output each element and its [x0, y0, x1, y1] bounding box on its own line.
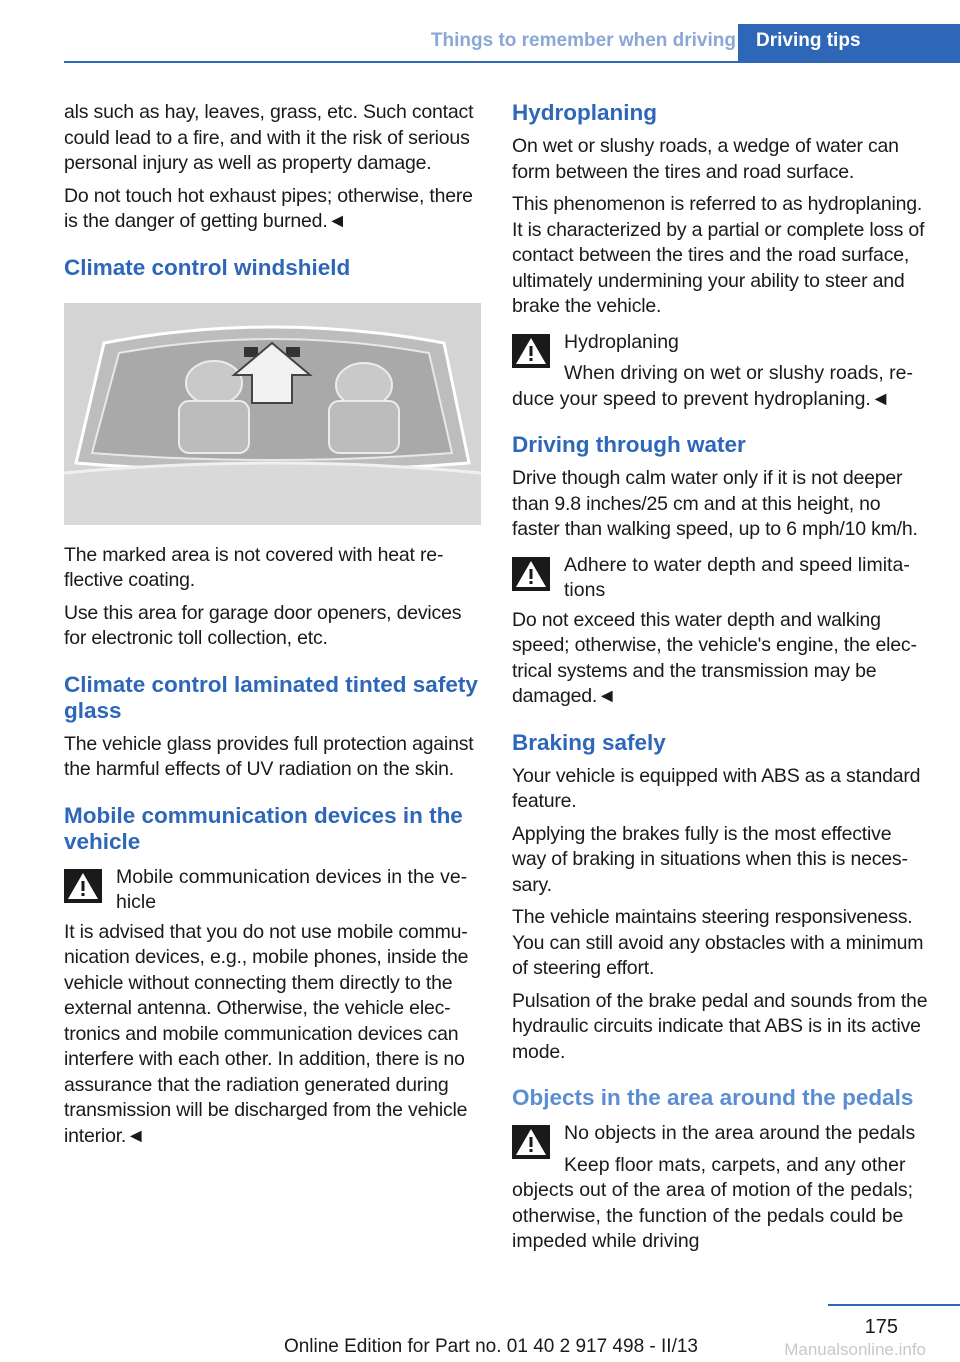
intro-paragraph: als such as hay, leaves, grass, etc. Such contact could lead to a fire, and with it the risk of serious personal injury as well as property damage.: [64, 101, 474, 174]
braking-paragraph-3: The vehicle maintains steering responsiveness. You can still avoid any obstacles with a minimum of steering effort.: [512, 906, 924, 979]
warning-triangle-icon: [512, 1125, 550, 1159]
page-footer: [0, 1304, 960, 1362]
braking-heading: Braking safely: [512, 729, 666, 755]
rear-window-drawing: [64, 303, 481, 525]
water-warning: [512, 553, 930, 604]
braking-paragraph-2: Applying the brakes fully is the most effective way of braking in situations when this is necessary.: [512, 822, 908, 896]
warning-triangle-icon: [512, 334, 550, 368]
page-header: [64, 24, 960, 62]
page-number: 175: [864, 1316, 898, 1338]
warning-title: Adhere to water depth and speed limitations: [564, 553, 910, 601]
water-warning-text: Do not exceed this water depth and walking speed; otherwise, the vehicle's engine, the electrical systems and the transmission may be damaged.◄: [512, 608, 917, 707]
section-tab[interactable]: Driving tips: [738, 24, 960, 62]
windshield-illustration: [64, 303, 481, 525]
warning-title: Mobile communication devices in the vehicle: [116, 865, 468, 913]
warning-title: No objects in the area around the pedals: [564, 1122, 916, 1144]
mobile-devices-heading: Mobile communication devices in the vehicle: [64, 802, 463, 854]
braking-paragraph-1: Your vehicle is equipped with ABS as a standard feature.: [512, 764, 921, 812]
laminated-glass-paragraph: The vehicle glass provides full protection against the harmful effects of UV radiation on the skin.: [64, 732, 474, 780]
warning-text: Keep floor mats, carpets, and any other objects out of the area of motion of the pedals; otherwise, the function of the pedals could be impeded while driving: [512, 1153, 914, 1252]
braking-paragraph-4: Pulsation of the brake pedal and sounds from the hydraulic circuits indicate that ABS is in its active mode.: [512, 989, 928, 1063]
pedals-heading: Objects in the area around the pedals: [512, 1085, 914, 1110]
warning-triangle-icon: [64, 869, 102, 903]
breadcrumb[interactable]: Things to remember when driving: [430, 30, 736, 51]
hydroplaning-warning: [512, 330, 930, 413]
warning-title: Hydroplaning: [564, 330, 679, 353]
water-heading: Driving through water: [512, 432, 746, 457]
watermark: Manualsonline.info: [784, 1340, 926, 1359]
exhaust-warning-paragraph: Do not touch hot exhaust pipes; otherwise, there is the danger of getting burned.◄: [64, 184, 473, 232]
edition-text: Online Edition for Part no. 01 40 2 917 498 - II/13: [283, 1336, 698, 1357]
climate-windshield-heading: Climate control windshield: [64, 254, 351, 280]
mobile-devices-warning: [64, 865, 481, 916]
footer-rule: [828, 1304, 960, 1306]
water-paragraph: Drive though calm water only if it is not deeper than 9.8 inches/25 cm and at this height, no faster than walking speed, up to 6 mph/10 km/h.: [512, 467, 918, 540]
hydroplaning-heading: Hydroplaning: [512, 100, 657, 125]
header-rule: [64, 61, 960, 63]
hydroplaning-paragraph-1: On wet or slushy roads, a wedge of water can form between the tires and road surface.: [512, 135, 899, 183]
hydroplaning-paragraph-2: This phenomenon is referred to as hydroplaning. It is characterized by a partial or complete loss of contact between the tires and the road surface, ultimately undermining your ability to steer and brake the vehicle.: [512, 193, 925, 317]
laminated-glass-heading: Climate control laminated tinted safety glass: [64, 671, 478, 723]
pedals-warning: [512, 1121, 930, 1255]
windshield-paragraph-1: The marked area is not covered with heat reflective coating.: [64, 543, 444, 591]
left-column: [64, 100, 481, 1156]
warning-text: When driving on wet or slushy roads, reduce your speed to prevent hydroplaning.◄: [512, 362, 913, 410]
right-column: [512, 100, 930, 1259]
windshield-paragraph-2: Use this area for garage door openers, devices for electronic toll collection, etc.: [64, 601, 462, 649]
warning-triangle-icon: [512, 557, 550, 591]
mobile-devices-warning-text: It is advised that you do not use mobile communication devices, e.g., mobile phones, inside the vehicle without connecting them directly to the external antenna. Otherwise, the vehicle electronics and mobile communication devices can interfere with each other. In addition, there is no assurance that the radiation generated during transmission will be discharged from the vehicle interior.◄: [64, 920, 469, 1147]
